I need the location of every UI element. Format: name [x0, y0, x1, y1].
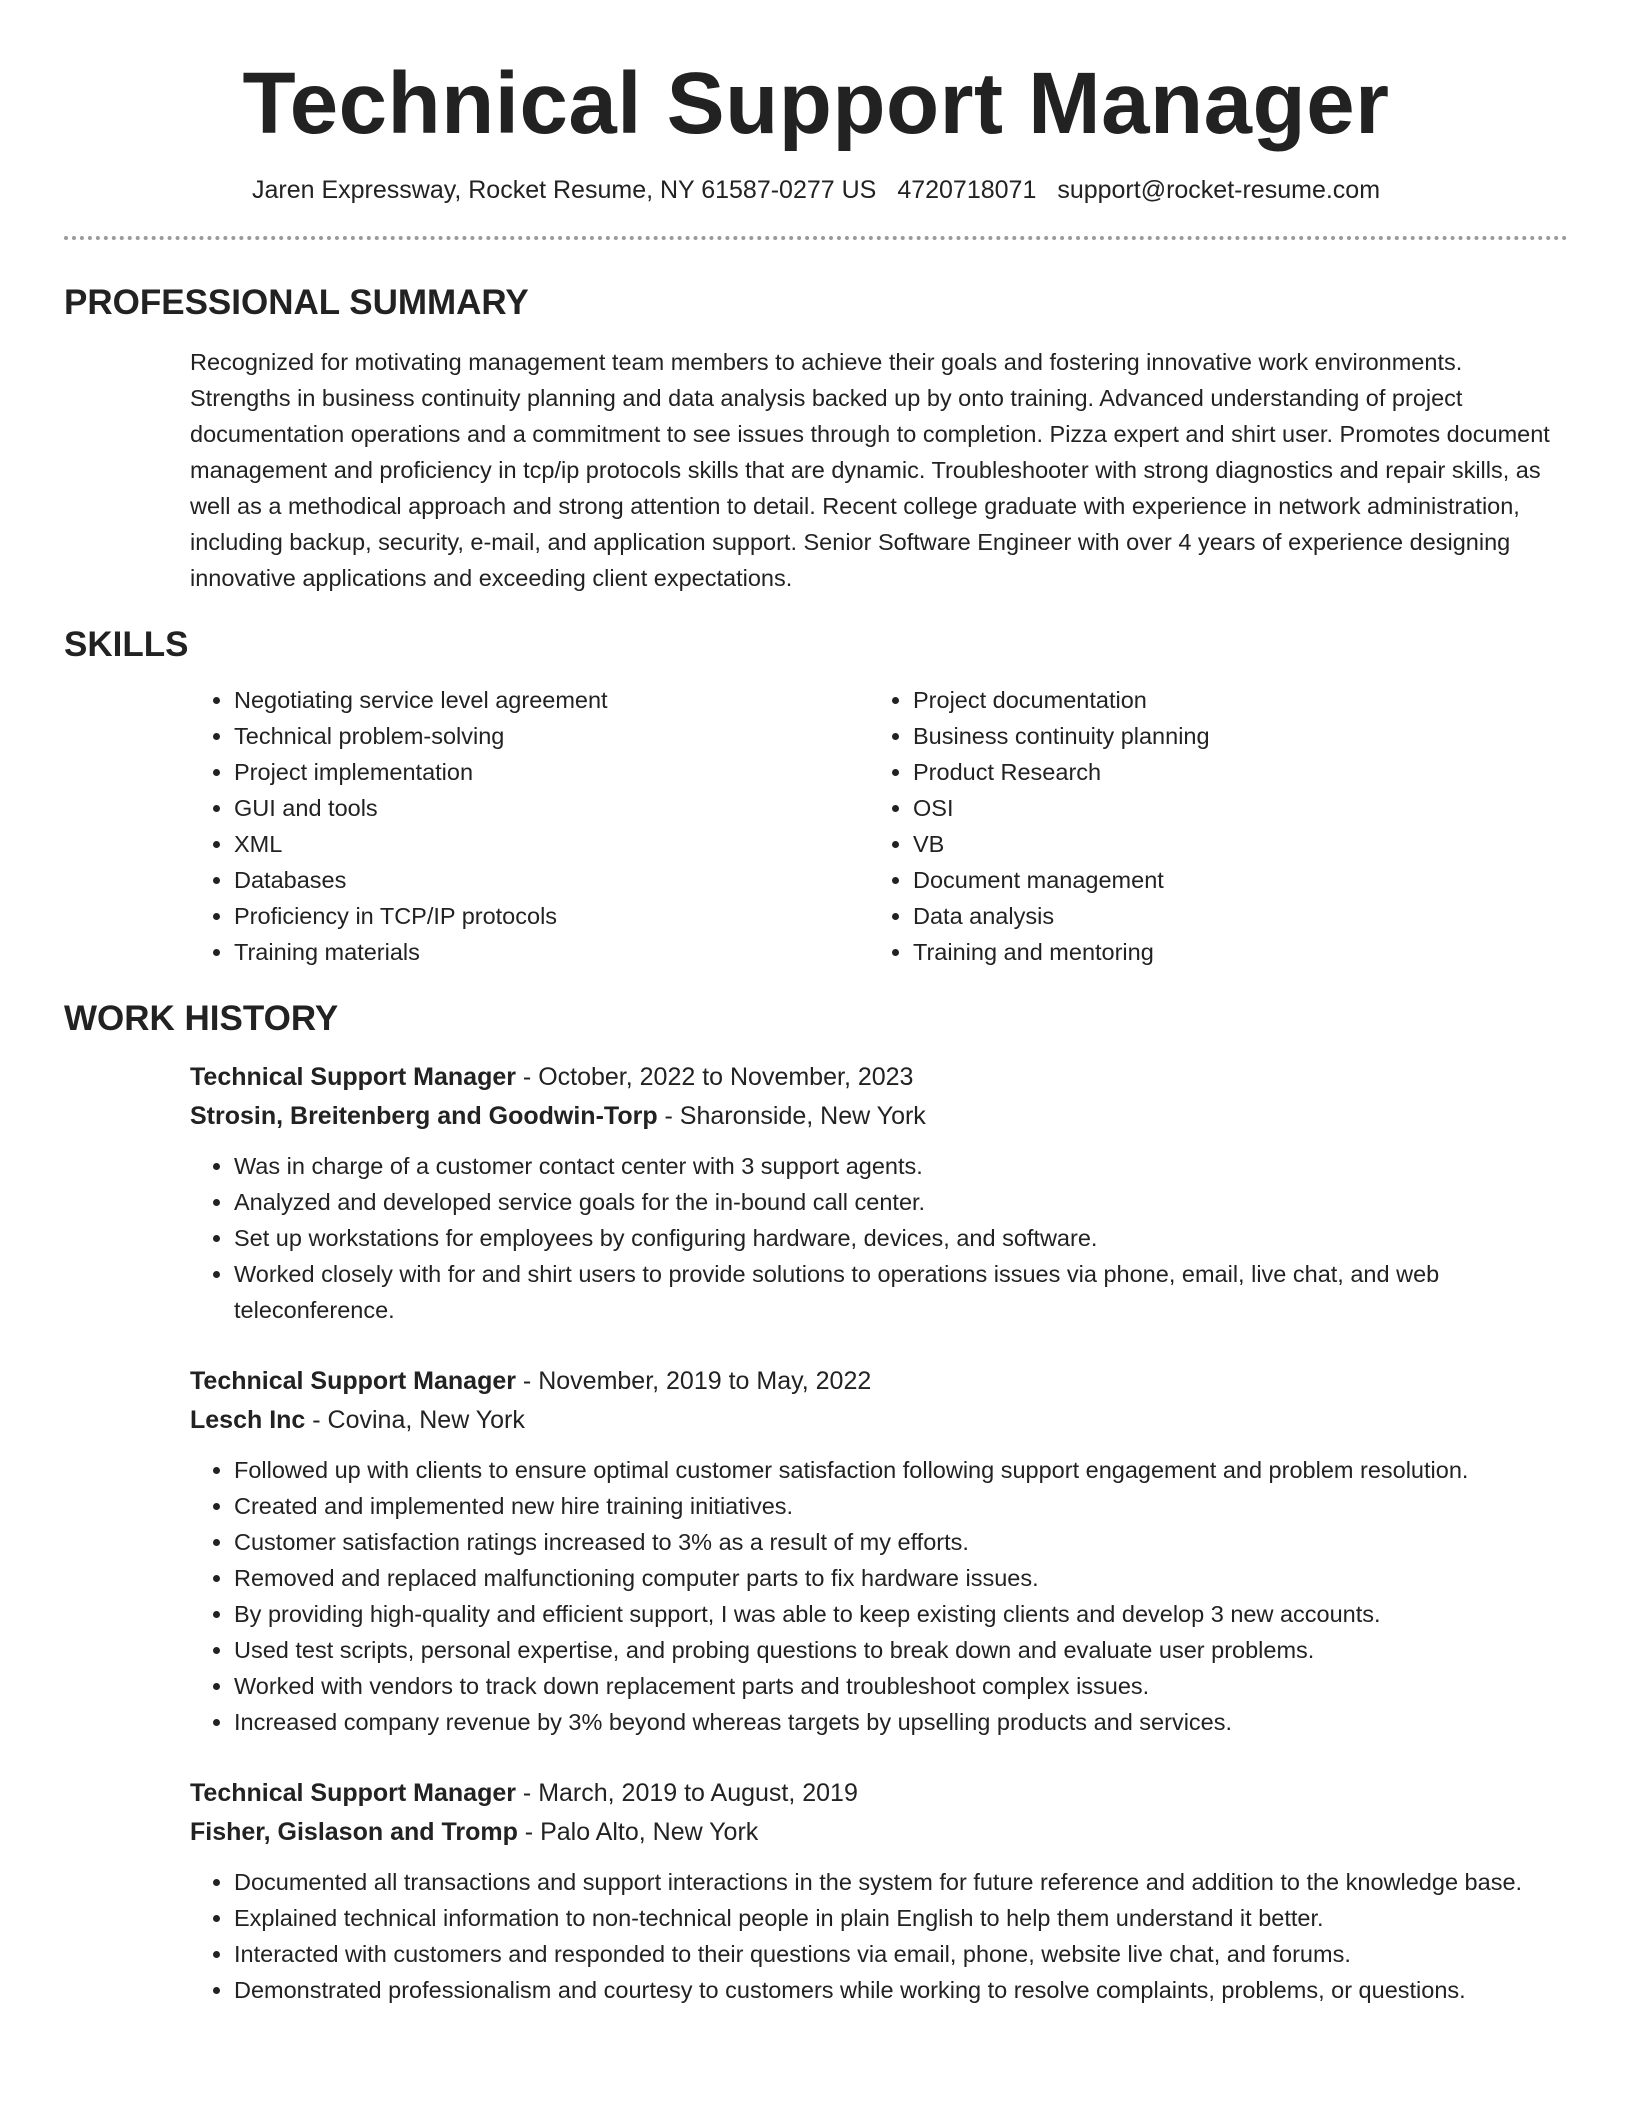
- job-bullet: • Was in charge of a customer contact center with 3 support agents.: [234, 1148, 1568, 1184]
- job-bullet: • Analyzed and developed service goals for the in-bound call center.: [234, 1184, 1568, 1220]
- skill-item: • Document management: [913, 862, 1548, 898]
- job-company-line: [190, 1401, 1568, 1440]
- skill-item: • Technical problem-solving: [234, 718, 869, 754]
- job-bullets: [190, 1452, 1568, 1740]
- job-title-line: [190, 1362, 1568, 1401]
- job-entry: [190, 1774, 1568, 2008]
- job-title-line: [190, 1774, 1568, 1813]
- job-bullet: • Interacted with customers and responded to their questions via email, phone, website live chat, and forums.: [234, 1936, 1568, 1972]
- skill-item: • Data analysis: [913, 898, 1548, 934]
- job-title-line: [190, 1058, 1568, 1097]
- skills-column-left: [190, 682, 869, 970]
- job-bullet: • Created and implemented new hire training initiatives.: [234, 1488, 1568, 1524]
- contact-address: Jaren Expressway, Rocket Resume, NY 61587-0277 US: [251, 176, 877, 204]
- job-bullet: • Removed and replaced malfunctioning computer parts to fix hardware issues.: [234, 1560, 1568, 1596]
- resume-page: [64, 0, 1568, 2008]
- skill-item: • VB: [913, 826, 1548, 862]
- job-bullet: • Explained technical information to non-technical people in plain English to help them understand it better.: [234, 1900, 1568, 1936]
- job-entry: [190, 1362, 1568, 1740]
- contact-line: [64, 174, 1568, 206]
- job-bullet: • Demonstrated professionalism and courtesy to customers while working to resolve complaints, problems, or questions.: [234, 1972, 1568, 2008]
- job-location: - Palo Alto, New York: [517, 1818, 759, 1846]
- job-bullets: [190, 1864, 1568, 2008]
- job-entry: [190, 1058, 1568, 1328]
- job-bullet: • Increased company revenue by 3% beyond whereas targets by upselling products and services.: [234, 1704, 1568, 1740]
- skill-item: • Proficiency in TCP/IP protocols: [234, 898, 869, 934]
- contact-phone: 4720718071: [897, 176, 1037, 204]
- skill-item: • Databases: [234, 862, 869, 898]
- job-bullet: • Customer satisfaction ratings increased to 3% as a result of my efforts.: [234, 1524, 1568, 1560]
- work-history-heading: WORK HISTORY: [64, 999, 339, 1038]
- job-bullet: • Used test scripts, personal expertise, and probing questions to break down and evaluate user problems.: [234, 1632, 1568, 1668]
- job-location: - Sharonside, New York: [657, 1102, 926, 1130]
- summary-text: Recognized for motivating management team members to achieve their goals and fostering innovative work environments. Strengths in business continuity planning and data analysis backed up by onto training. Advanced understanding of project documentation operations and a commitment to see issues through to completion. Pizza expert and shirt user. Promotes document management and proficiency in tcp/ip protocols skills that are dynamic. Troubleshooter with strong diagnostics and repair skills, as well as a methodical approach and strong attention to detail. Recent college graduate with experience in network administration, including backup, security, e-mail, and application support. Senior Software Engineer with over 4 years of experience designing innovative applications and exceeding client expectations.: [190, 349, 1550, 591]
- resume-title: Technical Support Manager: [242, 55, 1390, 152]
- job-bullet: • Documented all transactions and support interactions in the system for future reference and addition to the knowledge base.: [234, 1864, 1568, 1900]
- skills-heading: SKILLS: [64, 625, 189, 664]
- job-dates: - October, 2022 to November, 2023: [515, 1063, 914, 1091]
- job-role: Technical Support Manager: [190, 1779, 516, 1807]
- skill-item: • GUI and tools: [234, 790, 869, 826]
- summary-heading: PROFESSIONAL SUMMARY: [64, 283, 529, 322]
- job-company: Strosin, Breitenberg and Goodwin-Torp: [190, 1102, 658, 1130]
- job-dates: - March, 2019 to August, 2019: [515, 1779, 858, 1807]
- skill-item: • OSI: [913, 790, 1548, 826]
- job-bullet: • Worked closely with for and shirt users to provide solutions to operations issues via phone, email, live chat, and web teleconference.: [234, 1256, 1568, 1328]
- job-dates: - November, 2019 to May, 2022: [515, 1367, 872, 1395]
- job-company-line: [190, 1813, 1568, 1852]
- job-bullet: • Followed up with clients to ensure optimal customer satisfaction following support engagement and problem resolution.: [234, 1452, 1568, 1488]
- skills-list: [190, 682, 1568, 970]
- job-company: Lesch Inc: [190, 1406, 306, 1434]
- job-bullets: [190, 1148, 1568, 1328]
- job-role: Technical Support Manager: [190, 1367, 516, 1395]
- skill-item: • XML: [234, 826, 869, 862]
- job-company-line: [190, 1097, 1568, 1136]
- header-divider: [64, 236, 1568, 240]
- skills-column-right: [869, 682, 1548, 970]
- skill-item: • Product Research: [913, 754, 1548, 790]
- job-bullet: • Worked with vendors to track down replacement parts and troubleshoot complex issues.: [234, 1668, 1568, 1704]
- skill-item: • Business continuity planning: [913, 718, 1548, 754]
- skill-item: • Training materials: [234, 934, 869, 970]
- skill-item: • Negotiating service level agreement: [234, 682, 869, 718]
- job-bullet: • By providing high-quality and efficient support, I was able to keep existing clients and develop 3 new accounts.: [234, 1596, 1568, 1632]
- job-location: - Covina, New York: [305, 1406, 525, 1434]
- skill-item: • Project documentation: [913, 682, 1548, 718]
- job-role: Technical Support Manager: [190, 1063, 516, 1091]
- job-company: Fisher, Gislason and Tromp: [190, 1818, 518, 1846]
- work-history: [190, 1058, 1568, 2008]
- skill-item: • Project implementation: [234, 754, 869, 790]
- contact-email[interactable]: support@rocket-resume.com: [1057, 176, 1381, 204]
- skill-item: • Training and mentoring: [913, 934, 1548, 970]
- job-bullet: • Set up workstations for employees by configuring hardware, devices, and software.: [234, 1220, 1568, 1256]
